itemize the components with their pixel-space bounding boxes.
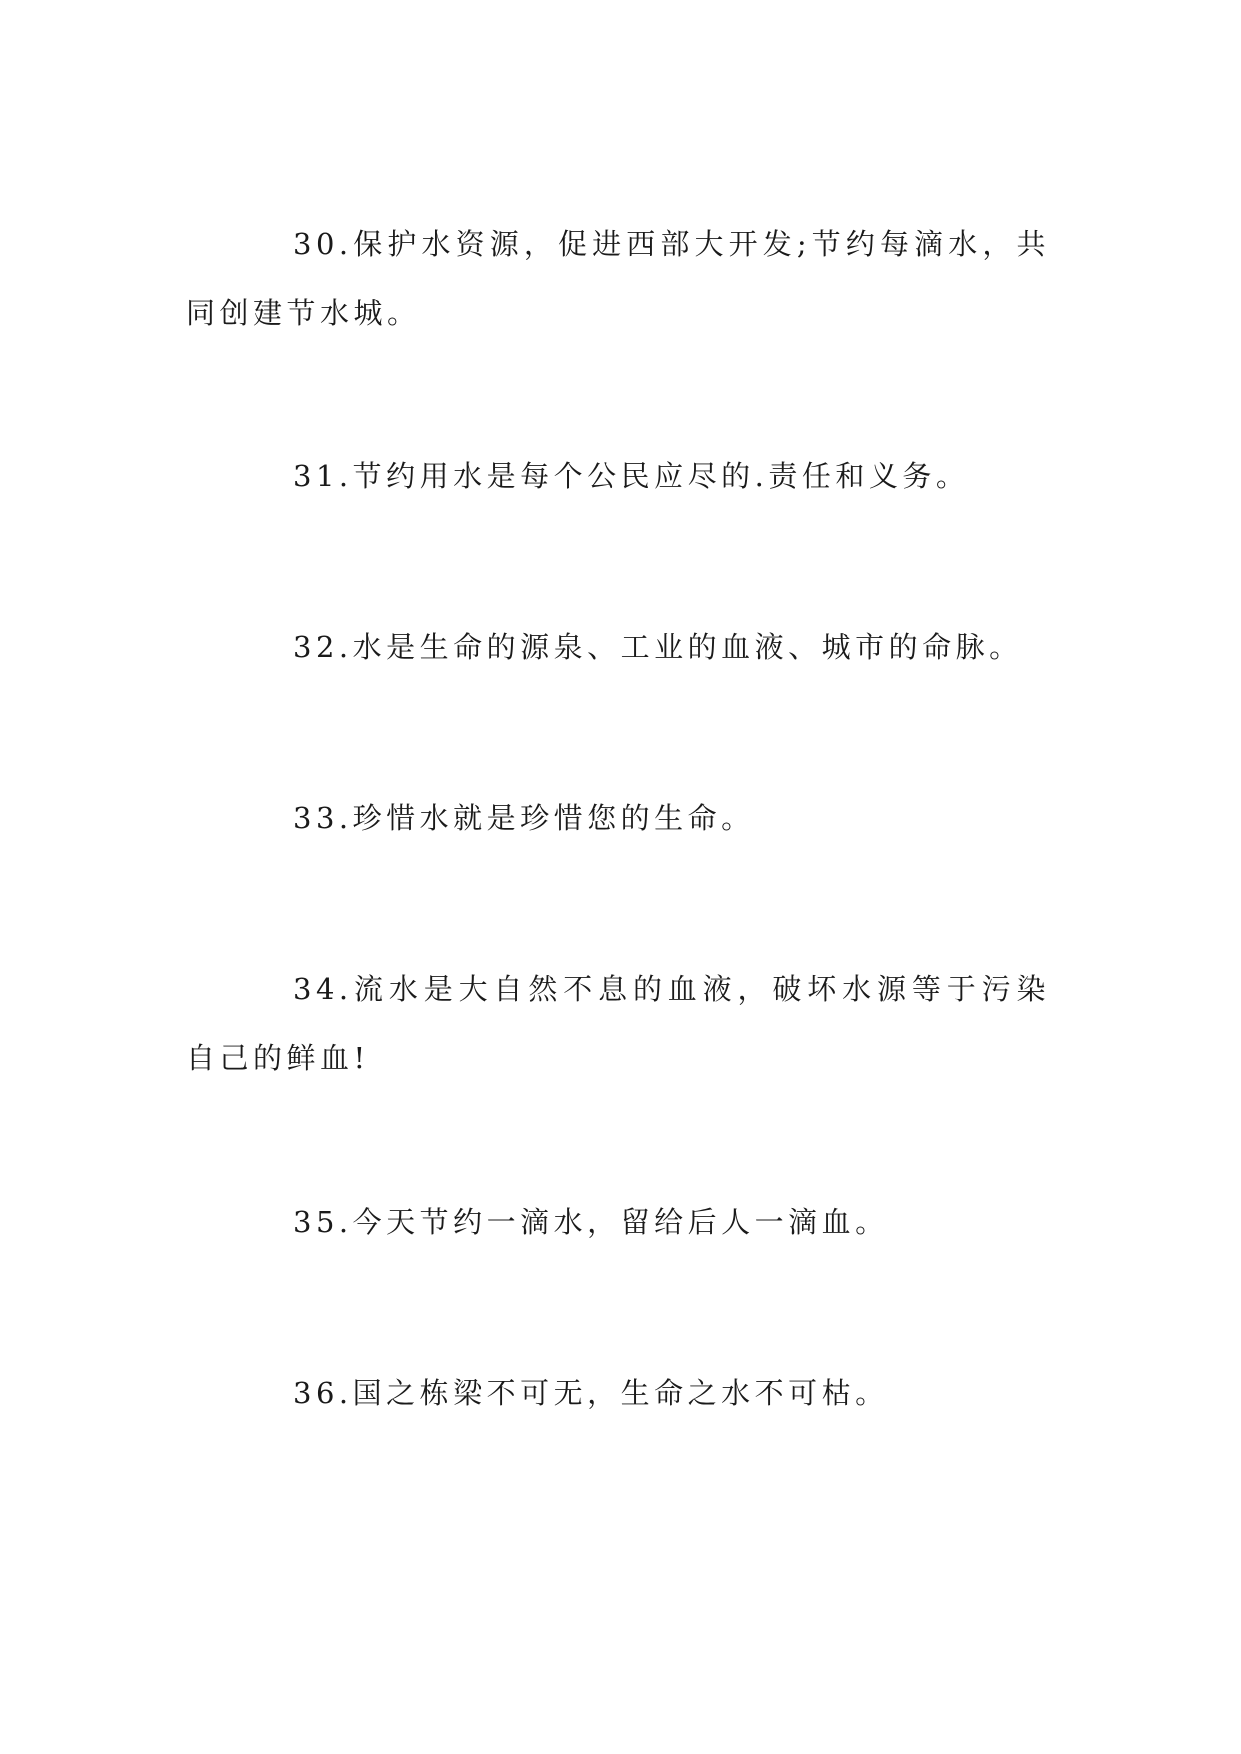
- slogan-item-30: 30.保护水资源，促进西部大开发;节约每滴水，共同创建节水城。: [186, 227, 1050, 330]
- slogan-item-35: 35.今天节约一滴水，留给后人一滴血。: [293, 1205, 889, 1239]
- slogan-item-34: 34.流水是大自然不息的血液，破坏水源等于污染自己的鲜血!: [186, 972, 1050, 1075]
- slogan-item-33: 33.珍惜水就是珍惜您的生命。: [293, 801, 755, 835]
- slogan-item-31: 31.节约用水是每个公民应尽的.责任和义务。: [293, 459, 970, 493]
- slogan-item-32: 32.水是生命的源泉、工业的血液、城市的命脉。: [293, 630, 1023, 664]
- slogan-item-36: 36.国之栋梁不可无，生命之水不可枯。: [293, 1376, 889, 1410]
